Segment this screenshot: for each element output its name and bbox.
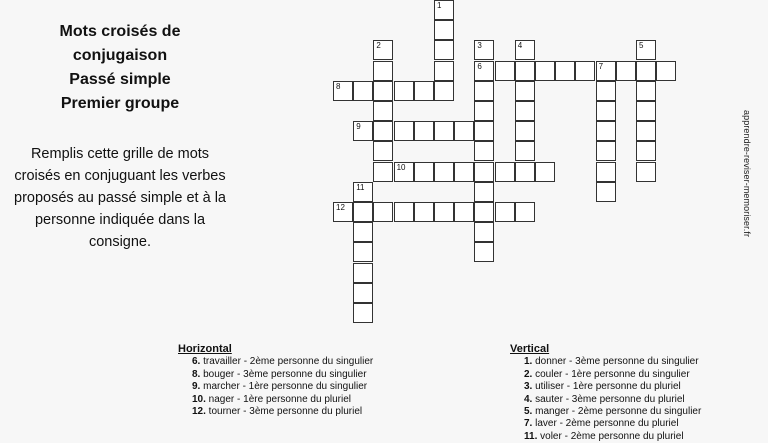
grid-cell[interactable] xyxy=(474,222,494,242)
grid-cell[interactable] xyxy=(353,182,373,202)
clue-number: 3 xyxy=(477,41,482,51)
vertical-clue xyxy=(510,369,701,381)
horizontal-clue xyxy=(178,369,373,381)
grid-cell[interactable] xyxy=(373,61,393,81)
grid-cell[interactable] xyxy=(636,101,656,121)
clue-number: 7. xyxy=(524,418,533,430)
clue-number: 1. xyxy=(524,356,533,368)
title-line-1: Mots croisés de xyxy=(59,23,181,40)
horizontal-clue xyxy=(178,356,373,368)
grid-cell[interactable] xyxy=(515,141,535,161)
grid-cell[interactable] xyxy=(616,61,636,81)
grid-cell[interactable] xyxy=(373,101,393,121)
grid-cell[interactable] xyxy=(596,61,616,81)
grid-cell[interactable] xyxy=(535,61,555,81)
grid-cell[interactable] xyxy=(353,263,373,283)
vertical-clue xyxy=(510,431,701,443)
grid-cell[interactable] xyxy=(353,81,373,101)
grid-cell[interactable] xyxy=(353,242,373,262)
grid-cell[interactable] xyxy=(394,162,414,182)
grid-cell[interactable] xyxy=(373,162,393,182)
grid-cell[interactable] xyxy=(555,61,575,81)
instructions-text: Remplis cette grille de mots croisés en conjuguant les verbes proposés au passé simple et à la personne indiquée dans la consigne. xyxy=(14,146,226,250)
grid-cell[interactable] xyxy=(414,121,434,141)
horizontal-clue xyxy=(178,394,373,406)
grid-cell[interactable] xyxy=(636,81,656,101)
grid-cell[interactable] xyxy=(454,121,474,141)
grid-cell[interactable] xyxy=(515,40,535,60)
clue-number: 9. xyxy=(192,381,201,393)
grid-cell[interactable] xyxy=(373,202,393,222)
horizontal-clue xyxy=(178,406,373,418)
grid-cell[interactable] xyxy=(474,121,494,141)
clue-number: 10. xyxy=(192,393,206,405)
grid-cell[interactable] xyxy=(434,202,454,222)
title-line-4: Premier groupe xyxy=(60,95,180,112)
grid-cell[interactable] xyxy=(596,121,616,141)
horizontal-heading: Horizontal xyxy=(178,343,232,355)
title-line-3: Passé simple xyxy=(69,71,171,88)
grid-cell[interactable] xyxy=(474,182,494,202)
grid-cell[interactable] xyxy=(515,202,535,222)
clue-text: sauter - 3ème personne du pluriel xyxy=(532,393,685,405)
vertical-heading: Vertical xyxy=(510,343,550,355)
clue-number: 5. xyxy=(524,406,533,418)
clue-number: 6. xyxy=(192,356,201,368)
clue-number: 4 xyxy=(517,41,523,51)
grid-cell[interactable] xyxy=(394,202,414,222)
grid-cell[interactable] xyxy=(515,121,535,141)
grid-cell[interactable] xyxy=(596,141,616,161)
grid-cell[interactable] xyxy=(353,202,373,222)
grid-cell[interactable] xyxy=(434,20,454,40)
vertical-clues xyxy=(510,343,701,443)
clue-number: 12. xyxy=(192,406,206,418)
grid-cell[interactable] xyxy=(414,162,434,182)
grid-cell[interactable] xyxy=(373,141,393,161)
clue-text: bouger - 3ème personne du singulier xyxy=(200,368,367,380)
grid-cell[interactable] xyxy=(353,283,373,303)
clue-number: 5 xyxy=(639,41,644,51)
clue-text: manger - 2ème personne du singulier xyxy=(532,406,702,418)
vertical-clue xyxy=(510,381,701,393)
grid-cell[interactable] xyxy=(495,61,515,81)
vertical-clue xyxy=(510,406,701,418)
grid-cell[interactable] xyxy=(474,81,494,101)
clue-text: voler - 2ème personne du pluriel xyxy=(537,430,684,442)
grid-cell[interactable] xyxy=(414,81,434,101)
grid-cell[interactable] xyxy=(454,162,474,182)
grid-cell[interactable] xyxy=(434,61,454,81)
clue-number: 3. xyxy=(524,381,533,393)
grid-cell[interactable] xyxy=(474,61,494,81)
grid-cell[interactable] xyxy=(353,303,373,323)
grid-cell[interactable] xyxy=(434,121,454,141)
vertical-clue xyxy=(510,418,701,430)
clue-text: travailler - 2ème personne du singulier xyxy=(200,356,374,368)
title-line-2: conjugaison xyxy=(72,47,168,64)
grid-cell[interactable] xyxy=(515,81,535,101)
clue-number: 7 xyxy=(598,61,604,71)
vertical-clue xyxy=(510,394,701,406)
clue-number: 11. xyxy=(524,430,538,442)
grid-cell[interactable] xyxy=(495,162,515,182)
grid-cell[interactable] xyxy=(474,242,494,262)
clue-text: nager - 1ère personne du pluriel xyxy=(205,393,351,405)
grid-cell[interactable] xyxy=(434,0,454,20)
clue-text: couler - 1ère personne du singulier xyxy=(532,368,690,380)
grid-cell[interactable] xyxy=(636,141,656,161)
vertical-clue xyxy=(510,356,701,368)
grid-cell[interactable] xyxy=(656,61,676,81)
grid-cell[interactable] xyxy=(434,81,454,101)
grid-cell[interactable] xyxy=(353,121,373,141)
clue-number: 2 xyxy=(376,41,381,51)
grid-cell[interactable] xyxy=(333,81,353,101)
clue-text: laver - 2ème personne du pluriel xyxy=(532,418,679,430)
clue-number: 12 xyxy=(336,203,345,212)
clue-number: 11 xyxy=(356,182,365,192)
grid-cell[interactable] xyxy=(575,61,595,81)
grid-cell[interactable] xyxy=(434,40,454,60)
grid-cell[interactable] xyxy=(495,202,515,222)
grid-cell[interactable] xyxy=(394,81,414,101)
grid-cell[interactable] xyxy=(333,202,353,222)
grid-cell[interactable] xyxy=(515,101,535,121)
clue-text: utiliser - 1ère personne du pluriel xyxy=(532,381,681,393)
grid-cell[interactable] xyxy=(394,121,414,141)
grid-cell[interactable] xyxy=(373,121,393,141)
grid-cell[interactable] xyxy=(596,81,616,101)
grid-cell[interactable] xyxy=(636,162,656,182)
grid-cell[interactable] xyxy=(434,162,454,182)
grid-cell[interactable] xyxy=(636,40,656,60)
grid-cell[interactable] xyxy=(596,162,616,182)
clue-number: 10 xyxy=(396,162,406,172)
grid-cell[interactable] xyxy=(596,182,616,202)
grid-cell[interactable] xyxy=(474,101,494,121)
clue-number: 8 xyxy=(336,81,341,91)
clue-text: donner - 3ème personne du singulier xyxy=(532,356,699,368)
clue-text: tourner - 3ème personne du pluriel xyxy=(205,406,363,418)
horizontal-clues xyxy=(178,343,373,418)
clue-number: 8. xyxy=(192,368,201,380)
horizontal-clue xyxy=(178,381,373,393)
clue-number: 4. xyxy=(524,393,533,405)
grid-cell[interactable] xyxy=(474,141,494,161)
grid-cell[interactable] xyxy=(535,162,555,182)
grid-cell[interactable] xyxy=(515,61,535,81)
grid-cell[interactable] xyxy=(636,61,656,81)
grid-cell[interactable] xyxy=(636,121,656,141)
clue-number: 1 xyxy=(437,1,442,10)
grid-cell[interactable] xyxy=(474,202,494,222)
grid-cell[interactable] xyxy=(353,222,373,242)
clue-number: 6 xyxy=(477,61,482,71)
site-credit: apprendre-reviser-memoriser.fr xyxy=(742,110,752,238)
grid-cell[interactable] xyxy=(474,40,494,60)
grid-cell[interactable] xyxy=(515,162,535,182)
grid-cell[interactable] xyxy=(454,202,474,222)
clue-number: 9 xyxy=(356,122,361,132)
clue-text: marcher - 1ère personne du singulier xyxy=(200,381,368,393)
grid-cell[interactable] xyxy=(373,40,393,60)
grid-cell[interactable] xyxy=(373,81,393,101)
grid-cell[interactable] xyxy=(414,202,434,222)
grid-cell[interactable] xyxy=(596,101,616,121)
clue-number: 2. xyxy=(524,368,533,380)
grid-cell[interactable] xyxy=(474,162,494,182)
